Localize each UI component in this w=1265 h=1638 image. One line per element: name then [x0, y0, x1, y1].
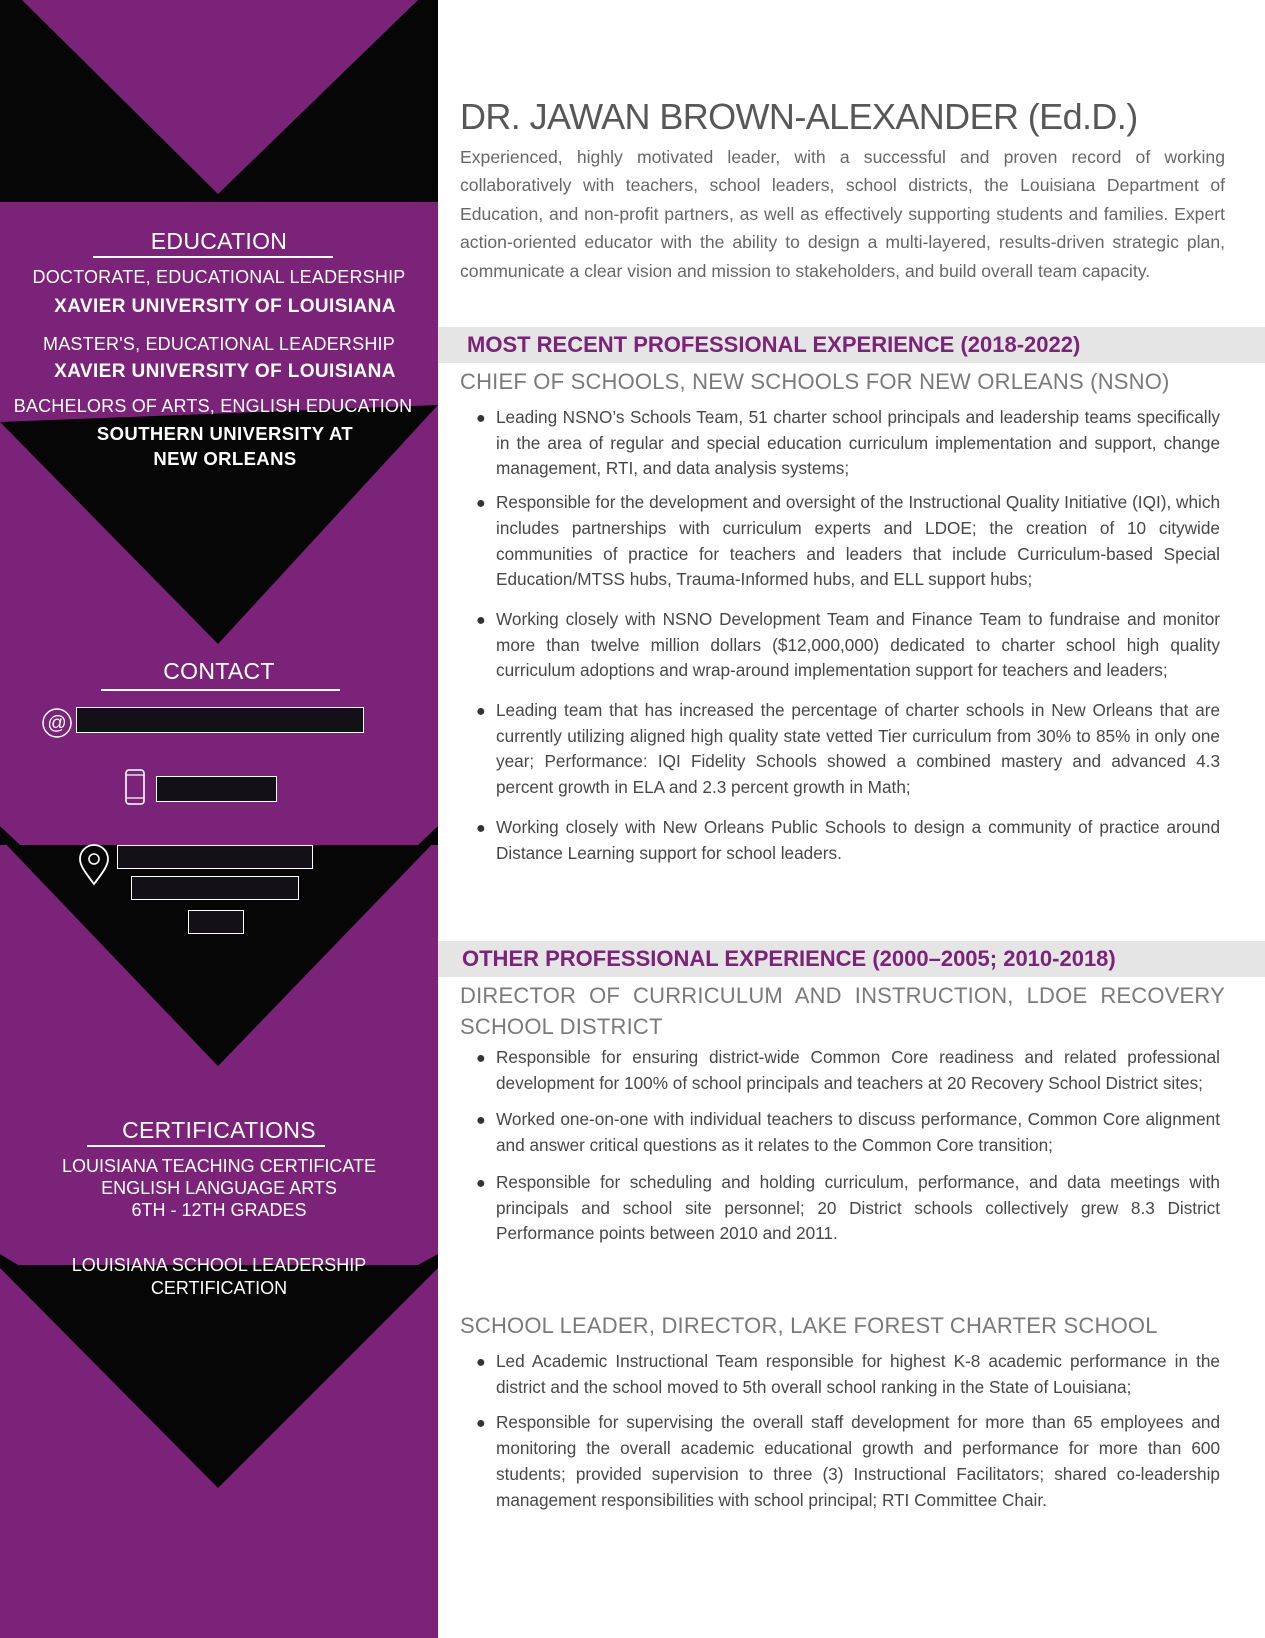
cert-teaching-line3: 6TH - 12TH GRADES	[131, 1200, 307, 1220]
email-redacted	[76, 707, 364, 733]
map-pin-icon	[78, 844, 110, 886]
school-bachelors-line2: NEW ORLEANS	[153, 448, 297, 469]
recent-experience-heading: MOST RECENT PROFESSIONAL EXPERIENCE (2018-2022)	[467, 332, 1081, 357]
list-item: ● Working closely with New Orleans Public Schools to design a community of practice around Distance Learning support for school leaders.	[476, 816, 1220, 863]
cert-leadership-line2: CERTIFICATION	[150, 1278, 288, 1298]
svg-text:@: @	[47, 713, 67, 734]
degree-bachelors: BACHELORS OF ARTS, ENGLISH EDUCATION	[13, 396, 413, 416]
contact-divider	[101, 689, 340, 691]
list-item: ● Responsible for the development and oversight of the Instructional Quality Initiative (IQI), which includes partnerships with curriculum experts and LDOE; the creation of 10 citywide communities of practice for teachers and leaders that include Curriculum-based Special Education/MTSS hubs, Trauma-Informed hubs, and ELL support hubs;	[476, 492, 1220, 590]
cert-teaching-line1: LOUISIANA TEACHING CERTIFICATE	[61, 1156, 377, 1176]
role2-bullets	[476, 1045, 1220, 1247]
certifications-heading: CERTIFICATIONS	[122, 1117, 316, 1143]
degree-doctorate: DOCTORATE, EDUCATIONAL LEADERSHIP	[32, 267, 406, 287]
list-item: ● Responsible for ensuring district-wide Common Core readiness and related professional development for 100% of school principals and teachers at 20 Recovery School District sites;	[476, 1047, 1220, 1093]
summary-paragraph: Experienced, highly motivated leader, with a successful and proven record of working collaboratively with teachers, school leaders, school districts, the Louisiana Department of Education, and non-profit partners, as well as effectively supporting students and families. Expert action-oriented educator with the ability to design a multi-layered, results-driven strategic plan, communicate a clear vision and mission to stakeholders, and build overall team capacity.	[460, 147, 1225, 281]
list-item: ● Leading NSNO’s Schools Team, 51 charter school principals and leadership teams specifically in the area of regular and special education curriculum implementation and support, change management, RTI, and data analysis systems;	[476, 407, 1220, 479]
list-item: ● Worked one-on-one with individual teachers to discuss performance, Common Core alignment and answer critical questions as it relates to the Common Core transition;	[476, 1109, 1220, 1156]
address-redacted-line3	[188, 910, 244, 934]
school-doctorate: XAVIER UNIVERSITY OF LOUISIANA	[54, 296, 396, 317]
phone-icon	[124, 768, 146, 806]
certifications-divider	[87, 1145, 325, 1147]
school-masters: XAVIER UNIVERSITY OF LOUISIANA	[54, 361, 396, 382]
address-redacted-line1	[117, 845, 313, 869]
education-heading: EDUCATION	[150, 228, 288, 254]
recent-bullets	[476, 405, 1220, 866]
contact-heading: CONTACT	[163, 658, 275, 684]
list-item: ● Leading team that has increased the percentage of charter schools in New Orleans that are currently utilizing aligned high quality state vetted Tier curriculum from 30% to 85% in only one year; Performance: IQI Fidelity Schools showed a combined mastery and advanced 4.3 percent growth in ELA and 2.3 percent growth in Math;	[476, 700, 1220, 798]
address-redacted-line2	[131, 876, 299, 900]
role-school-leader: SCHOOL LEADER, DIRECTOR, LAKE FOREST CHARTER SCHOOL	[460, 1313, 1158, 1338]
list-item: ● Working closely with NSNO Development Team and Finance Team to fundraise and monitor more than twelve million dollars ($12,000,000) dedicated to charter school high quality curriculum adoptions and wrap-around implementation support for teachers and leaders;	[476, 608, 1220, 681]
cert-teaching-line2: ENGLISH LANGUAGE ARTS	[101, 1178, 337, 1198]
role-chief-of-schools: CHIEF OF SCHOOLS, NEW SCHOOLS FOR NEW ORLEANS (NSNO)	[460, 369, 1170, 394]
school-bachelors-line1: SOUTHERN UNIVERSITY AT	[96, 423, 354, 444]
degree-masters: MASTER'S, EDUCATIONAL LEADERSHIP	[43, 334, 395, 354]
other-experience-heading: OTHER PROFESSIONAL EXPERIENCE (2000–2005; 2010-2018)	[462, 946, 1116, 971]
main-content	[438, 0, 1265, 1638]
list-item: ● Led Academic Instructional Team responsible for highest K-8 academic performance in the district and the school moved to 5th overall school ranking in the State of Louisiana;	[476, 1351, 1220, 1397]
sidebar	[0, 0, 438, 1638]
other-experience-band	[438, 941, 1265, 977]
role3-bullets	[476, 1349, 1220, 1513]
candidate-name: DR. JAWAN BROWN-ALEXANDER (Ed.D.)	[460, 96, 1138, 137]
list-item: ● Responsible for scheduling and holding curriculum, performance, and data meetings with principals and school site personnel; 20 District schools collectively grew 8.3 District Performance points between 2010 and 2011.	[476, 1171, 1220, 1244]
recent-experience-band	[438, 327, 1265, 363]
role-director-curriculum: DIRECTOR OF CURRICULUM AND INSTRUCTION, LDOE RECOVERY SCHOOL DISTRICT	[460, 983, 1225, 1039]
phone-redacted	[156, 776, 277, 802]
education-divider	[93, 256, 333, 258]
cert-leadership-line1: LOUISIANA SCHOOL LEADERSHIP	[71, 1255, 367, 1275]
at-icon	[41, 707, 73, 739]
list-item: ● Responsible for supervising the overall staff development for more than 65 employees and monitoring the overall academic educational growth and performance for more than 600 students; provided supervision to three (3) Instructional Facilitators; shared co-leadership management responsibilities with school principal; RTI Committee Chair.	[476, 1412, 1220, 1510]
